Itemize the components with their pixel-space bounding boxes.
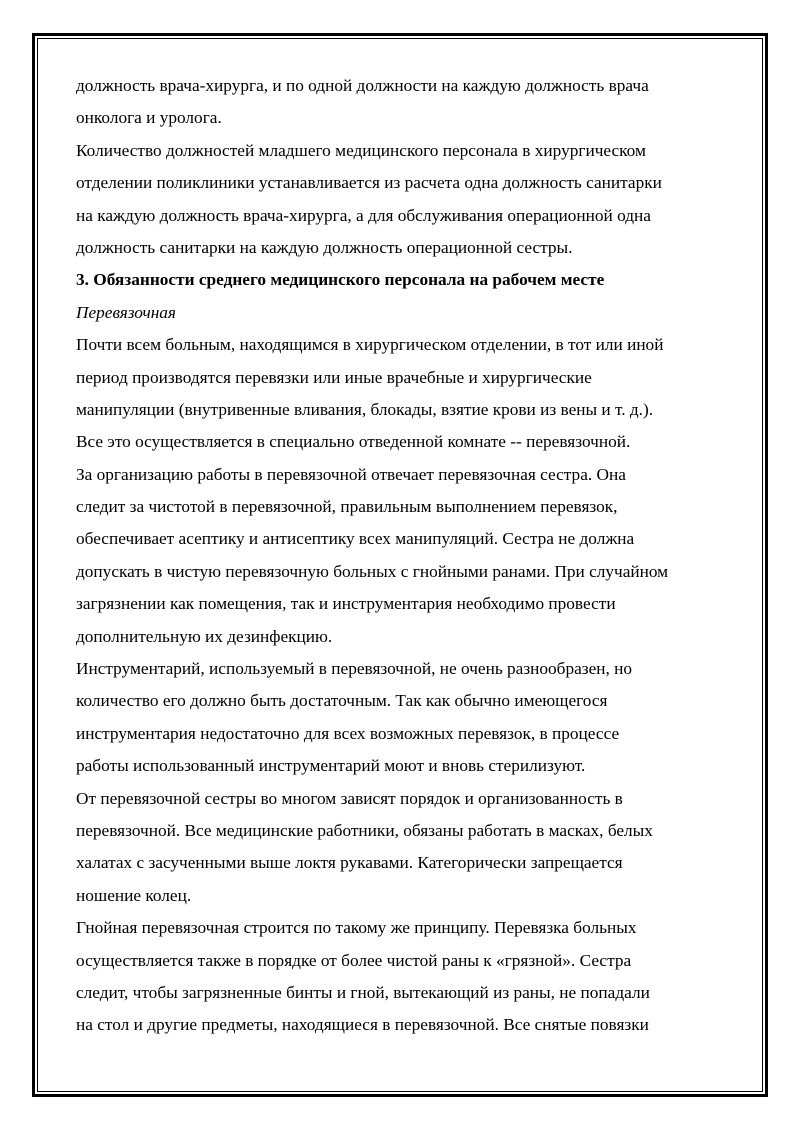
text-line: осуществляется также в порядке от более чистой раны к «грязной». Сестра (76, 950, 632, 970)
text-line: период производятся перевязки или иные врачебные и хирургические (76, 367, 592, 387)
text-line: должность врача-хирурга, и по одной должности на каждую должность врача (76, 76, 649, 95)
text-line: Инструментарий, используемый в перевязочной, не очень разнообразен, но (76, 659, 633, 679)
text-line: должность санитарки на каждую должность операционной сестры. (76, 237, 573, 257)
text-line: перевязочной. Все медицинские работники, обязаны работать в масках, белых (76, 820, 653, 840)
subsection-heading: Перевязочная (76, 302, 176, 322)
text-line: Количество должностей младшего медицинского персонала в хирургическом (76, 140, 646, 160)
text-line: работы использованный инструментарий моют и вновь стерилизуют. (76, 756, 586, 776)
text-line: отделении поликлиники устанавливается из расчета одна должность санитарки (76, 173, 662, 193)
text-line: За организацию работы в перевязочной отвечает перевязочная сестра. Она (76, 464, 626, 484)
text-line: ношение колец. (76, 885, 192, 905)
section-heading: 3. Обязанности среднего медицинского персонала на рабочем месте (76, 270, 605, 290)
text-line: Все это осуществляется в специально отведенной комнате -- перевязочной. (76, 432, 631, 452)
text-line: следит за чистотой в перевязочной, правильным выполнением перевязок, (76, 497, 618, 517)
text-line: количество его должно быть достаточным. Так как обычно имеющегося (76, 691, 608, 711)
text-line: загрязнении как помещения, так и инструментария необходимо провести (76, 594, 616, 614)
text-line: инструментария недостаточно для всех возможных перевязок, в процессе (76, 723, 620, 743)
text-line: Почти всем больным, находящимся в хирургическом отделении, в тот или иной (76, 335, 664, 355)
text-line: допускать в чистую перевязочную больных с гнойными ранами. При случайном (76, 561, 669, 581)
text-line: манипуляции (внутривенные вливания, блокады, взятие крови из вены и т. д.). (76, 399, 654, 419)
document-body (76, 70, 726, 1042)
text-line: на каждую должность врача-хирурга, а для обслуживания операционной одна (76, 205, 651, 225)
text-line: От перевязочной сестры во многом зависят порядок и организованность в (76, 788, 623, 808)
text-line: Гнойная перевязочная строится по такому же принципу. Перевязка больных (76, 918, 637, 938)
text-line: халатах с засученными выше локтя рукавами. Категорически запрещается (76, 853, 623, 873)
text-line: дополнительную их дезинфекцию. (76, 626, 333, 646)
text-line: следит, чтобы загрязненные бинты и гной, вытекающий из раны, не попадали (76, 982, 650, 1002)
text-line: онколога и уролога. (76, 108, 222, 128)
text-line: обеспечивает асептику и антисептику всех манипуляций. Сестра не должна (76, 529, 635, 549)
text-line: на стол и другие предметы, находящиеся в перевязочной. Все снятые повязки (76, 1015, 649, 1035)
